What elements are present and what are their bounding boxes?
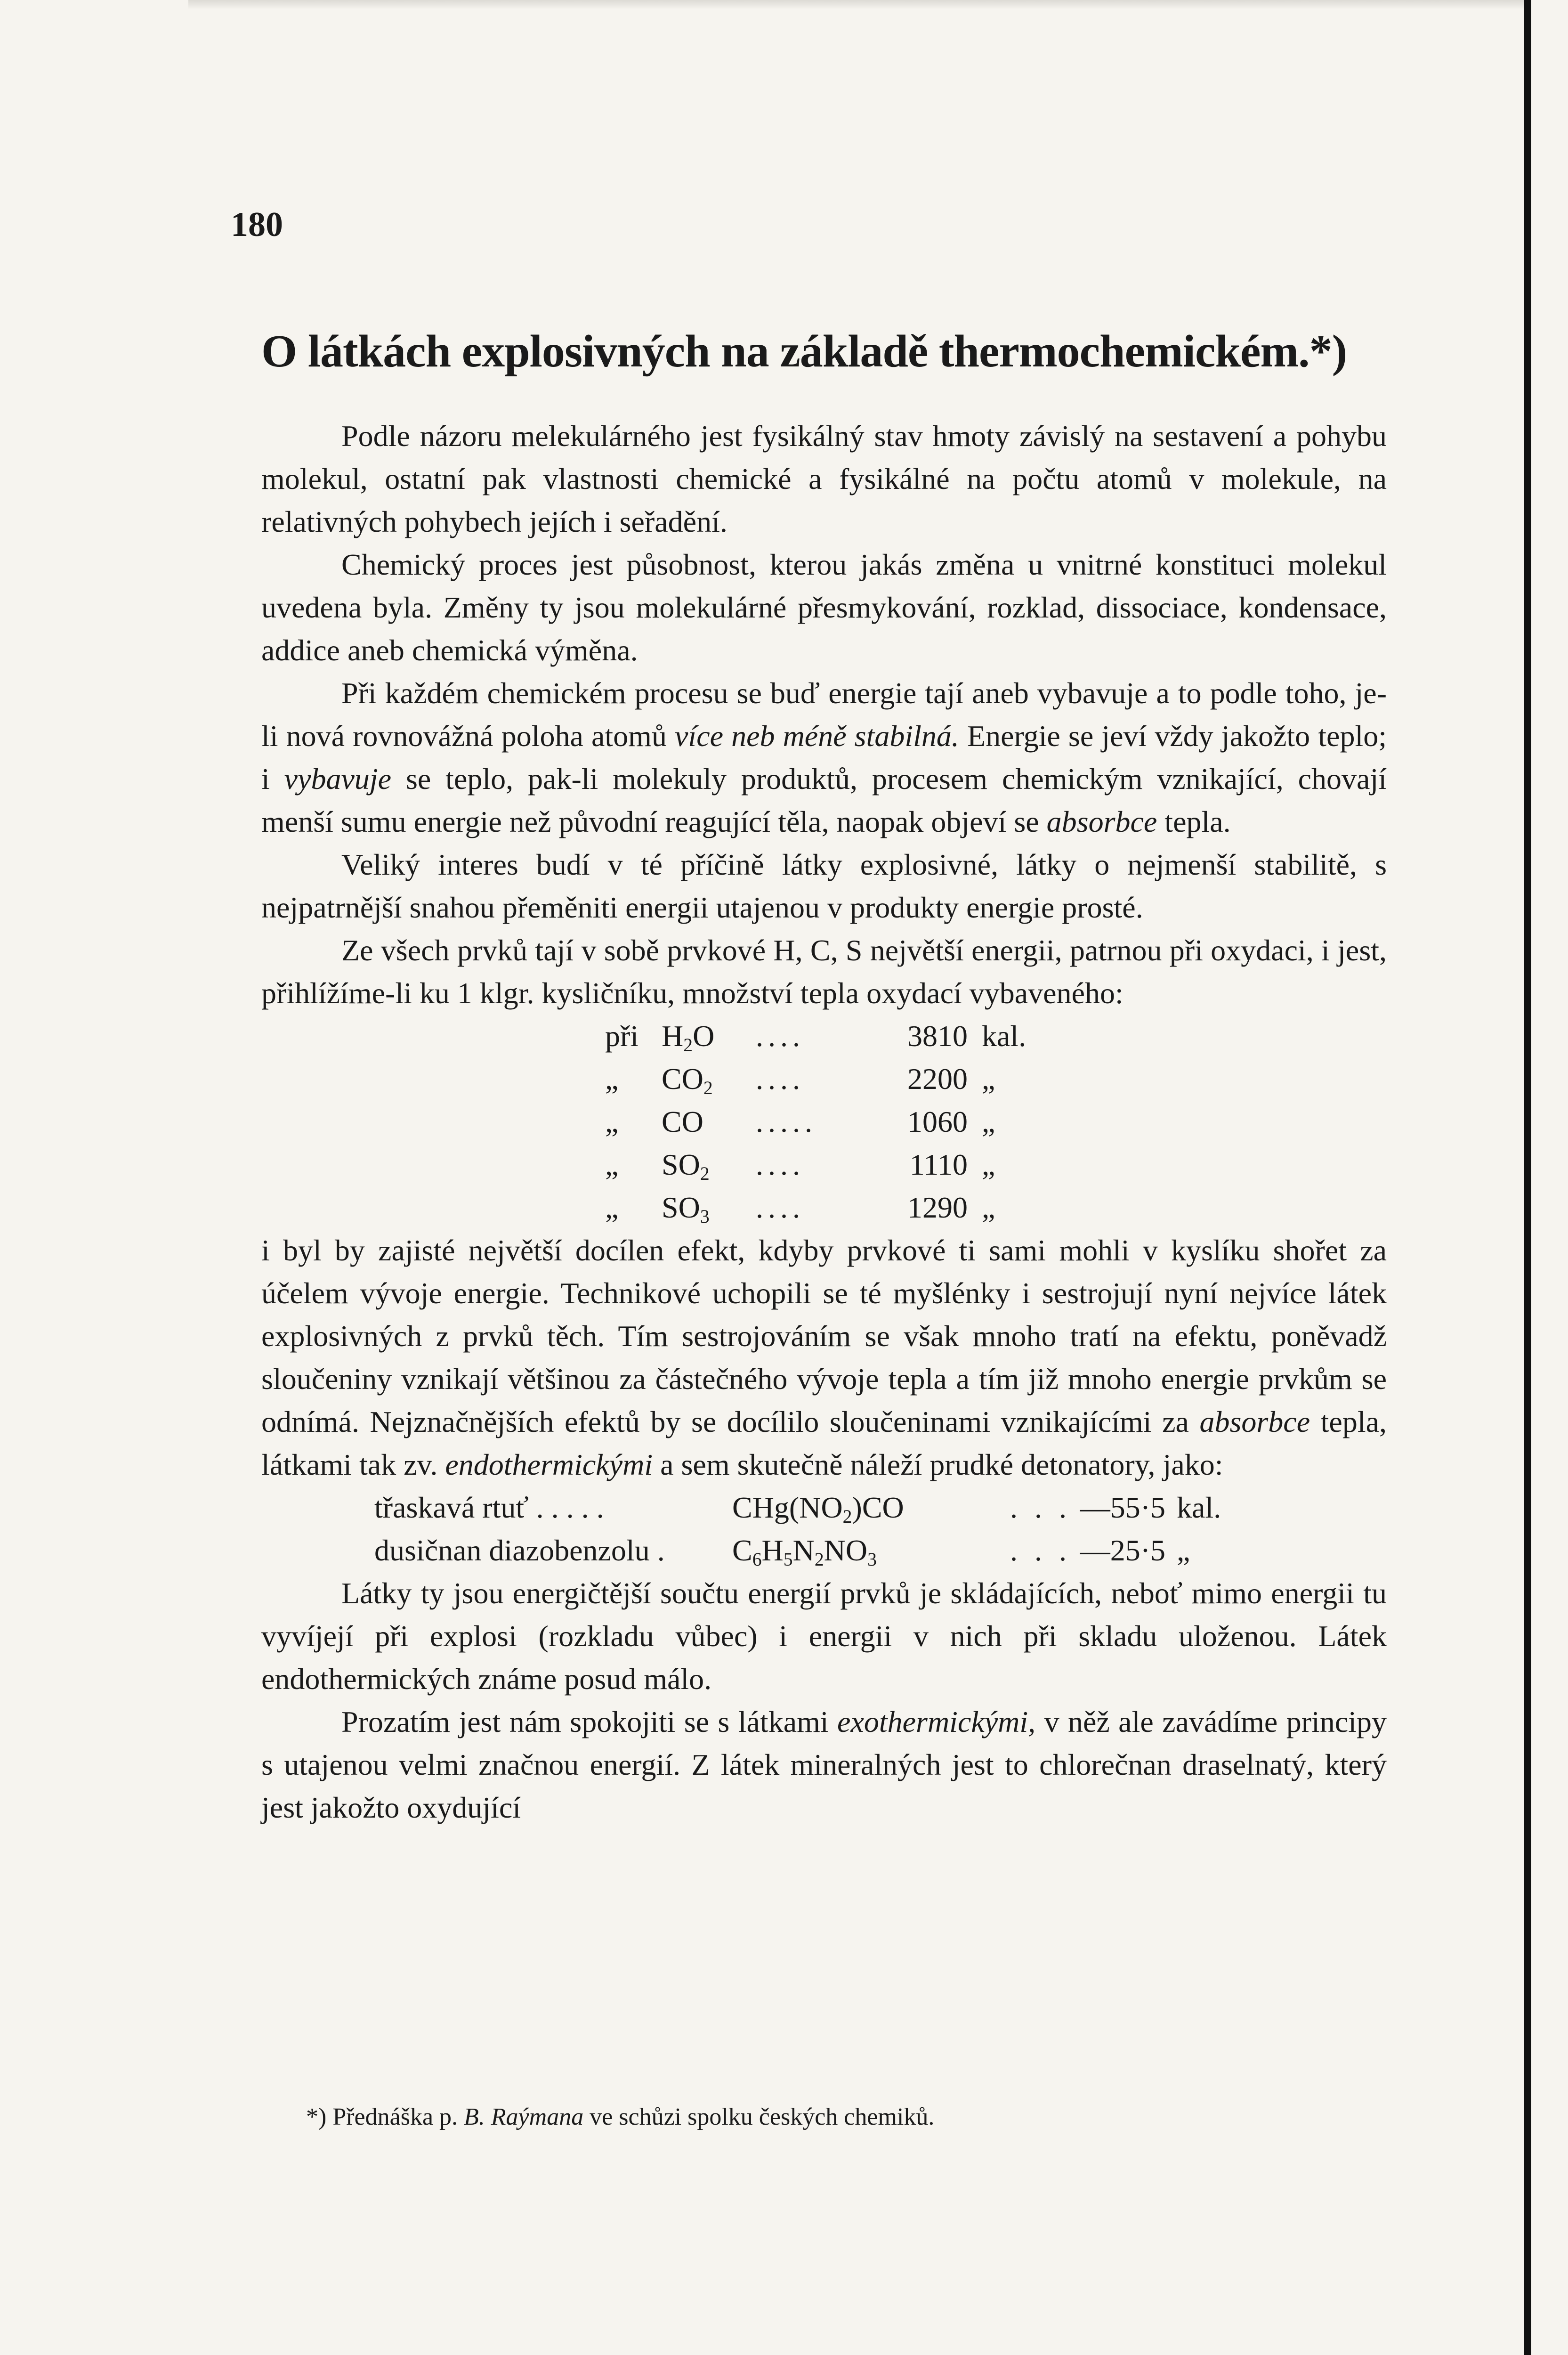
formula-subscript: 2 — [703, 1078, 713, 1099]
compound-formula — [662, 1015, 756, 1057]
formula-base: SO — [662, 1191, 700, 1224]
italic-run: endothermickými — [445, 1448, 653, 1481]
page-number: 180 — [231, 205, 283, 244]
text-run: i byl by zajisté největší docílen efekt, kdyby prvkové ti sami mohli v kyslíku shořet za účelem vývoje energie. Technikové uchopili se té myšlénky i sestrojují nyní nejvíce látek explosivných z prvků těch. Tím sestrojováním se však mnoho tratí na efektu, poněvadž sloučeniny vznikají většinou za částečného vývoje tepla a tím již mnoho energie prvkům se odnímá. Nejznačnějších efektů by se docílilo sloučeninami vznikajícími za — [261, 1234, 1387, 1438]
formula-subscript: 5 — [783, 1549, 793, 1570]
italic-run: absorbce — [1046, 805, 1157, 838]
heat-unit: „ — [982, 1191, 995, 1224]
paragraph — [261, 672, 1387, 843]
italic-run: více neb méně stabilná. — [675, 719, 959, 753]
heat-unit: „ — [982, 1062, 995, 1096]
paragraph: Chemický proces jest působnost, kterou jakás změna u vnitrné konstituci molekul uvedena byla. Změny ty jsou molekulárné přesmykování, rozklad, dissociace, kondensace, addice aneb chemická výměna. — [261, 548, 1387, 667]
formula-part: H — [761, 1534, 784, 1567]
formula-subscript: 2 — [842, 1506, 852, 1527]
text-run: Energie se jeví vždy jakožto teplo; i — [261, 719, 1387, 796]
scan-right-edge — [1524, 0, 1531, 2355]
oxidation-heat-table — [605, 1015, 1043, 1229]
detonator-table — [374, 1486, 1221, 1572]
detonator-formula — [732, 1486, 1010, 1529]
heat-value: 2200 — [907, 1062, 968, 1096]
formula-part: N — [792, 1534, 815, 1567]
heat-table-row — [605, 1015, 1043, 1057]
leader-dots: .... — [756, 1191, 805, 1224]
leader-dots: .... — [756, 1148, 805, 1181]
formula-subscript: 2 — [814, 1549, 824, 1570]
formula-rest: O — [693, 1019, 715, 1053]
row-prefix: při — [605, 1019, 639, 1053]
text-run: Při každém chemickém procesu se buď energie tají aneb vybavuje a to podle toho, je-li nová rovnovážná poloha atomů — [261, 676, 1387, 753]
formula-part: )CO — [852, 1491, 904, 1524]
formula-subscript: 3 — [700, 1206, 710, 1227]
formula-subscript: 2 — [700, 1163, 710, 1185]
heat-table-row — [605, 1143, 1043, 1186]
footnote-text: ve schůzi spolku českých chemiků. — [583, 2103, 935, 2130]
heat-unit: kal. — [1177, 1491, 1221, 1524]
detonator-row — [374, 1529, 1221, 1572]
row-prefix: „ — [605, 1105, 619, 1138]
formula-base: H — [662, 1019, 684, 1053]
text-run: a sem skutečně náleží prudké detonatory, jako: — [653, 1448, 1223, 1481]
footnote — [306, 2103, 1389, 2131]
formula-part: CHg(NO — [732, 1491, 843, 1524]
detonator-name-text: třaskavá rtuť . . . . . — [374, 1491, 604, 1524]
formula-subscript: 2 — [683, 1035, 693, 1056]
detonator-name-text: dusičnan diazobenzolu . — [374, 1534, 665, 1567]
heat-unit: „ — [982, 1105, 995, 1138]
formula-part: NO — [824, 1534, 868, 1567]
paragraph: Podle názoru melekulárného jest fysikálný stav hmoty závislý na sestavení a pohybu molekul, ostatní pak vlastnosti chemické a fysikálné na počtu atomů v molekule, na relativných pohybech jejích i seřadění. — [261, 419, 1387, 538]
text-run: tepla, látkami tak zv. — [261, 1405, 1387, 1481]
paragraph: Veliký interes budí v té příčině látky explosivné, látky o nejmenší stabilitě, s nejpatrnější snahou přeměniti energii utajenou v produkty energie prosté. — [261, 848, 1387, 924]
leader-dots: ..... — [756, 1105, 817, 1138]
leader-dots: . . . — [1010, 1491, 1071, 1524]
heat-value: 1060 — [907, 1105, 968, 1138]
formula-subscript: 6 — [752, 1549, 762, 1570]
italic-run: vybavuje — [284, 762, 392, 796]
heat-value: —25·5 — [1080, 1534, 1165, 1567]
formula-base: SO — [662, 1148, 700, 1181]
text-run: v něž ale zavádíme principy s utajenou velmi značnou energií. Z látek mineralných jest to chlorečnan draselnatý, který jest jakožto oxydující — [261, 1705, 1387, 1824]
row-prefix: „ — [605, 1062, 619, 1096]
formula-part: C — [732, 1534, 752, 1567]
scan-top-edge — [188, 0, 1530, 9]
text-run: Prozatím jest nám spokojiti se s látkami — [341, 1705, 838, 1738]
detonator-row — [374, 1486, 1221, 1529]
paragraph — [261, 1700, 1387, 1829]
detonator-formula — [732, 1529, 1010, 1572]
formula-base: CO — [662, 1062, 703, 1096]
compound-formula — [662, 1143, 756, 1186]
italic-run: absorbce — [1199, 1405, 1310, 1438]
heat-unit: „ — [982, 1148, 995, 1181]
footnote-text: *) Přednáška p. — [306, 2103, 464, 2130]
leader-dots: .... — [756, 1062, 805, 1096]
italic-run: exothermickými, — [837, 1705, 1036, 1738]
row-prefix: „ — [605, 1191, 619, 1224]
compound-formula — [662, 1100, 756, 1143]
heat-unit: „ — [1177, 1534, 1190, 1567]
heat-value: 1290 — [907, 1191, 968, 1224]
detonator-name — [374, 1486, 732, 1529]
heat-unit: kal. — [982, 1019, 1026, 1053]
footnote-author: B. Raýmana — [464, 2103, 584, 2130]
compound-formula — [662, 1057, 756, 1100]
heat-value: 1110 — [909, 1148, 968, 1181]
text-run: se teplo, pak-li molekuly produktů, procesem chemickým vznikající, chovají menší sumu energie než původní reagující těla, naopak objeví se — [261, 762, 1387, 838]
heat-table-row — [605, 1057, 1043, 1100]
detonator-name — [374, 1529, 732, 1572]
text-run: tepla. — [1157, 805, 1231, 838]
heat-value: 3810 — [907, 1019, 968, 1053]
paragraph — [261, 1229, 1387, 1486]
heat-table-row — [605, 1186, 1043, 1229]
paragraph: Látky ty jsou energičtější součtu energií prvků je skládajících, neboť mimo energii tu vyvíjejí při explosi (rozkladu vůbec) i energii v nich při skladu uloženou. Látek endothermických známe posud málo. — [261, 1576, 1387, 1696]
article-title: O látkách explosivných na základě thermochemickém.*) — [261, 326, 1347, 377]
article-body — [261, 414, 1387, 1829]
leader-dots: . . . — [1010, 1534, 1071, 1567]
formula-subscript: 3 — [867, 1549, 877, 1570]
leader-dots: .... — [756, 1019, 805, 1053]
paragraph: Ze všech prvků tají v sobě prvkové H, C, S největší energii, patrnou při oxydaci, i jest, přihlížíme-li ku 1 klgr. kysličníku, množství tepla oxydací vybaveného: — [261, 934, 1387, 1010]
row-prefix: „ — [605, 1148, 619, 1181]
heat-table-row — [605, 1100, 1043, 1143]
formula-base: CO — [662, 1105, 703, 1138]
compound-formula — [662, 1186, 756, 1229]
heat-value: —55·5 — [1080, 1491, 1165, 1524]
